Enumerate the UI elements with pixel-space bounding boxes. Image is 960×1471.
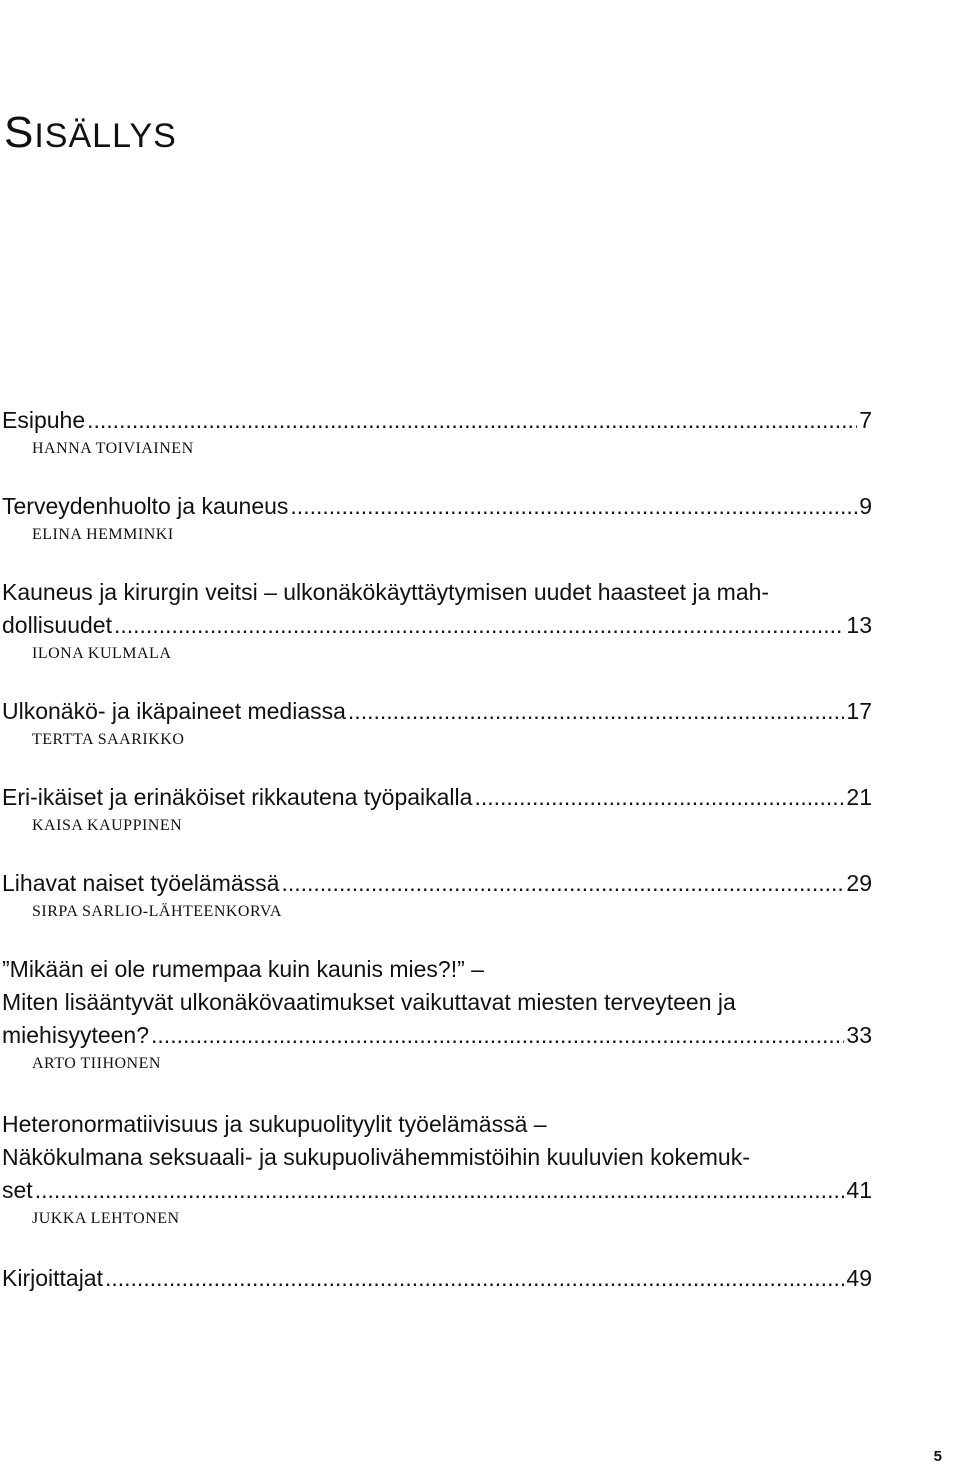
- toc-entry-title: set: [2, 1177, 33, 1203]
- toc-dot-leader: [87, 404, 857, 437]
- toc-entry-title-line: Heteronormatiivisuus ja sukupuolityylit työelämässä –: [2, 1111, 547, 1137]
- toc-entry-line: [2, 695, 872, 728]
- toc-page-number: 13: [846, 612, 872, 638]
- toc-entry-line: [2, 781, 872, 814]
- toc-page-number: 41: [846, 1177, 872, 1203]
- toc-dot-leader: [290, 490, 857, 523]
- toc-entry-line: [2, 404, 872, 437]
- page-title-rest: ISÄLLYS: [34, 117, 177, 155]
- toc-dot-leader: [105, 1262, 844, 1295]
- page-title: [4, 108, 177, 158]
- toc-page-number: 21: [846, 784, 872, 810]
- toc-entry-title-line: Miten lisääntyvät ulkonäkövaatimukset vaikuttavat miesten terveyteen ja: [2, 989, 736, 1015]
- toc-dot-leader: [474, 781, 844, 814]
- toc-dot-leader: [281, 867, 844, 900]
- toc-page-number: 33: [846, 1022, 872, 1048]
- toc-entry-kirjoittajat[interactable]: [2, 1262, 872, 1295]
- toc-entry-lihavat-naiset[interactable]: [2, 867, 872, 924]
- toc-entry-heteronormatiivisuus[interactable]: [2, 1108, 872, 1231]
- toc-entry-title-line: Näkökulmana seksuaali- ja sukupuolivähemmistöihin kuuluvien kokemuk-: [2, 1144, 750, 1170]
- toc-entry-title-line: Kauneus ja kirurgin veitsi – ulkonäkökäyttäytymisen uudet haasteet ja mah-: [2, 579, 770, 605]
- toc-entry-author: JUKKA LEHTONEN: [32, 1210, 180, 1227]
- toc-dot-leader: [114, 609, 844, 642]
- toc-entry-title: Ulkonäkö- ja ikäpaineet mediassa: [2, 698, 346, 724]
- toc-entry-author: ILONA KULMALA: [32, 645, 172, 662]
- toc-entry-author: ARTO TIIHONEN: [32, 1055, 161, 1072]
- toc-entry-title: dollisuudet: [2, 612, 112, 638]
- page-number: 5: [933, 1448, 942, 1465]
- toc-entry-title: Terveydenhuolto ja kauneus: [2, 493, 289, 519]
- toc-entry-author: ELINA HEMMINKI: [32, 526, 174, 543]
- toc-entry-author: KAISA KAUPPINEN: [32, 817, 183, 834]
- toc-entry-line: [2, 1262, 872, 1295]
- toc-page-number: 29: [846, 870, 872, 896]
- toc-entry-author: HANNA TOIVIAINEN: [32, 440, 194, 457]
- toc-page-number: 49: [846, 1265, 872, 1291]
- toc-entry-line: [2, 1019, 872, 1052]
- toc-entry-esipuhe[interactable]: [2, 404, 872, 461]
- toc-entry-line: [2, 490, 872, 523]
- toc-entry-eri-ikaiset[interactable]: [2, 781, 872, 838]
- toc-entry-line: [2, 867, 872, 900]
- toc-entry-title: Kirjoittajat: [2, 1265, 103, 1291]
- toc-entry-author: TERTTA SAARIKKO: [32, 731, 185, 748]
- toc-entry-line: [2, 609, 872, 642]
- page-title-initial: S: [4, 108, 35, 157]
- toc-dot-leader: [151, 1019, 844, 1052]
- toc-page-number: 9: [859, 493, 872, 519]
- toc-entry-title: Lihavat naiset työelämässä: [2, 870, 280, 896]
- toc-dot-leader: [348, 695, 844, 728]
- toc-entry-title: miehisyyteen?: [2, 1022, 150, 1048]
- toc-entry-title-line: ”Mikään ei ole rumempaa kuin kaunis mies?!” –: [2, 956, 484, 982]
- toc-entry-kauneus-kirurgin[interactable]: [2, 576, 872, 666]
- toc-entry-mikaan-ei-ole[interactable]: [2, 953, 872, 1076]
- toc-dot-leader: [35, 1174, 845, 1207]
- toc-entry-title: Esipuhe: [2, 407, 86, 433]
- toc-entry-terveydenhuolto[interactable]: [2, 490, 872, 547]
- toc-entry-author: SIRPA SARLIO-LÄHTEENKORVA: [32, 903, 282, 920]
- toc-entry-title: Eri-ikäiset ja erinäköiset rikkautena työpaikalla: [2, 784, 473, 810]
- toc-page-number: 17: [846, 698, 872, 724]
- toc-entry-ulkonako-ikapaineet[interactable]: [2, 695, 872, 752]
- toc-entry-line: [2, 1174, 872, 1207]
- toc-page-number: 7: [859, 407, 872, 433]
